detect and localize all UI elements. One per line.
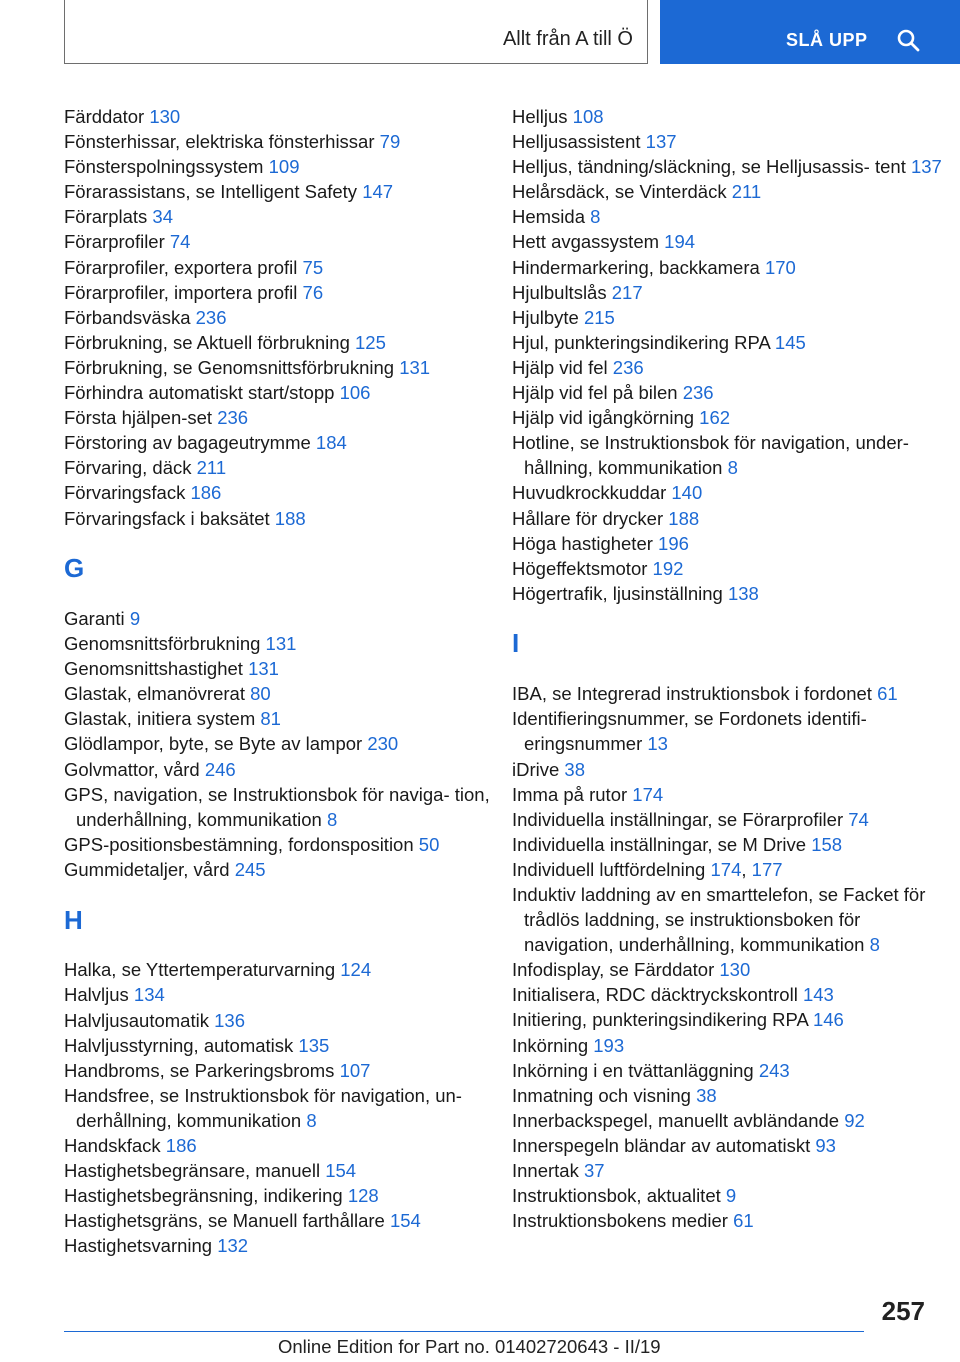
index-entry-text: Hjälp vid fel xyxy=(512,356,608,378)
page-link[interactable]: 132 xyxy=(217,1235,249,1257)
index-entry xyxy=(64,305,504,330)
page-link[interactable]: 154 xyxy=(389,1210,421,1232)
page-link[interactable]: 136 xyxy=(214,1009,245,1031)
page-link[interactable]: 130 xyxy=(719,959,751,981)
page-link[interactable]: 174 xyxy=(710,858,742,880)
index-entry xyxy=(512,681,952,706)
index-entry-text: Hastighetsbegränsare, manuell xyxy=(64,1160,321,1182)
index-entry xyxy=(512,807,952,832)
index-entry xyxy=(512,757,952,782)
page-link[interactable]: 131 xyxy=(248,658,279,680)
index-entry-text: Förhindra automatiskt start/stopp xyxy=(64,382,335,404)
index-entry xyxy=(64,681,504,706)
index-entry xyxy=(512,1183,952,1208)
page-link[interactable]: 147 xyxy=(362,181,394,203)
page-link[interactable]: 230 xyxy=(367,733,399,755)
index-entry-text: Hett avgassystem xyxy=(512,231,660,253)
index-entry xyxy=(512,782,952,807)
index-entry xyxy=(512,506,952,531)
search-button-label: SLÅ UPP xyxy=(786,30,868,50)
index-entry xyxy=(64,1008,504,1033)
page-link[interactable]: 125 xyxy=(355,331,386,353)
index-entry xyxy=(64,1208,504,1233)
index-entry-text: Handskfack xyxy=(64,1135,161,1157)
page-link[interactable]: 50 xyxy=(418,833,440,855)
index-entry-text: Halvljusstyrning, automatisk xyxy=(64,1034,294,1056)
index-entry-text: Innerbackspegel, manuellt avbländande xyxy=(512,1109,840,1131)
index-entry-text: Hjälp vid igångkörning xyxy=(512,407,695,429)
index-entry-text: Halka, se Yttertemperaturvarning xyxy=(64,959,336,981)
index-entry xyxy=(64,706,504,731)
index-entry xyxy=(64,229,504,254)
index-entry xyxy=(512,1007,952,1032)
index-entry-text: Inkörning i en tvättanläggning xyxy=(512,1059,754,1081)
page-link[interactable]: 188 xyxy=(668,507,700,529)
page-link[interactable]: 9 xyxy=(725,1185,737,1207)
index-entry-text: Genomsnittsförbrukning xyxy=(64,633,261,655)
index-entry-text: Hjulbyte xyxy=(512,306,579,328)
page-link[interactable]: 145 xyxy=(774,331,806,353)
page-link[interactable]: 38 xyxy=(564,758,585,780)
index-entry xyxy=(512,380,952,405)
index-entry-text: Fönsterspolningssystem xyxy=(64,156,264,178)
index-entry xyxy=(64,1133,504,1158)
page-link[interactable]: 246 xyxy=(204,758,236,780)
page-link[interactable]: 243 xyxy=(758,1059,790,1081)
index-column-left xyxy=(64,104,504,1259)
page-link[interactable]: 8 xyxy=(590,206,601,228)
index-entry-text: Förarplats xyxy=(64,206,148,228)
page-link[interactable]: 186 xyxy=(190,482,222,504)
index-entry-text: Förstoring av bagageutrymme xyxy=(64,432,311,454)
index-entry-text: Inkörning xyxy=(512,1034,589,1056)
header-title-box xyxy=(64,0,648,64)
index-entry-text: Förvaringsfack xyxy=(64,482,186,504)
index-entry xyxy=(512,154,952,179)
index-entry xyxy=(512,832,952,857)
page-link[interactable]: 192 xyxy=(652,557,684,579)
index-entry xyxy=(64,129,504,154)
page-link[interactable]: 8 xyxy=(869,934,880,956)
index-entry xyxy=(64,782,504,832)
index-entry-text: Initiering, punkteringsindikering RPA xyxy=(512,1009,808,1031)
index-entry xyxy=(512,531,952,556)
section-letter: G xyxy=(64,553,85,584)
page-link[interactable]: 194 xyxy=(664,231,696,253)
index-entry-text: Hastighetsbegränsning, indikering xyxy=(64,1185,343,1207)
index-entry xyxy=(512,229,952,254)
page-link[interactable]: 140 xyxy=(671,482,703,504)
index-entry xyxy=(64,731,504,756)
page-link[interactable]: 138 xyxy=(727,582,759,604)
index-entry-text: Helljus xyxy=(512,106,568,127)
index-entry-text: Hemsida xyxy=(512,206,585,228)
index-entry xyxy=(512,957,952,982)
page-link[interactable]: 137 xyxy=(645,131,677,153)
page-link[interactable]: 8 xyxy=(306,1109,317,1131)
index-entry xyxy=(512,129,952,154)
page-link[interactable]: 130 xyxy=(149,106,181,127)
index-entry: Individuell luftfördelning 174, 177 xyxy=(512,858,783,880)
index-entry xyxy=(512,330,952,355)
index-entry-text: Hjul, punkteringsindikering RPA xyxy=(512,331,770,353)
index-column-right xyxy=(512,104,952,1233)
index-entry xyxy=(512,1108,952,1133)
index-entry-text: Högertrafik, ljusinställning xyxy=(512,582,723,604)
index-entry-text: Förarprofiler, importera profil xyxy=(64,281,298,303)
index-entry xyxy=(512,1133,952,1158)
search-button[interactable] xyxy=(660,0,960,64)
page-link[interactable]: 131 xyxy=(399,356,431,378)
index-entry-text: Infodisplay, se Färddator xyxy=(512,959,715,981)
index-entry-text: Identifieringsnummer, se Fordonets identifi‐ eringsnummer xyxy=(512,708,867,755)
index-entry-text: Förarprofiler, exportera profil xyxy=(64,256,298,278)
page-link[interactable]: 131 xyxy=(265,633,297,655)
index-entry-text: Handbroms, se Parkeringsbroms xyxy=(64,1059,335,1081)
index-entry xyxy=(512,179,952,204)
index-entry-text: Helljus, tändning/släckning, se Helljusassis‐ tent xyxy=(512,156,906,178)
page-link[interactable]: 186 xyxy=(165,1135,197,1157)
index-entry xyxy=(64,204,504,229)
page-link[interactable]: 177 xyxy=(751,858,783,880)
page-link[interactable]: 154 xyxy=(325,1160,357,1182)
section-letter: H xyxy=(64,904,83,935)
page-link[interactable]: 135 xyxy=(298,1034,330,1056)
page-link[interactable]: 93 xyxy=(815,1134,836,1156)
page-link[interactable]: 211 xyxy=(196,457,227,479)
index-entry xyxy=(512,104,952,129)
search-icon xyxy=(896,28,920,52)
page-link[interactable]: 8 xyxy=(727,457,738,479)
index-entry-text: Förarprofiler xyxy=(64,231,165,253)
index-entry xyxy=(512,1158,952,1183)
index-entry-text: Garanti xyxy=(64,607,125,629)
index-entry-text: Helårsdäck, se Vinterdäck xyxy=(512,181,727,203)
section-letter: I xyxy=(512,628,520,659)
index-entry xyxy=(512,706,952,756)
index-entry xyxy=(512,1083,952,1108)
index-entry xyxy=(64,957,504,982)
page-link[interactable]: 107 xyxy=(339,1059,371,1081)
page-link[interactable]: 162 xyxy=(699,407,731,429)
index-entry xyxy=(64,832,504,857)
page-link[interactable]: 9 xyxy=(129,607,141,629)
index-entry-text: Genomsnittshastighet xyxy=(64,658,243,680)
index-entry-text: Inmatning och visning xyxy=(512,1084,691,1106)
index-entry-text: Individuella inställningar, se M Drive xyxy=(512,833,807,855)
index-entry-text: Högeffektsmotor xyxy=(512,557,648,579)
index-entry xyxy=(512,556,952,581)
index-entry xyxy=(64,280,504,305)
page-link[interactable]: 134 xyxy=(133,984,165,1006)
page-link[interactable]: 128 xyxy=(347,1185,379,1207)
index-entry xyxy=(64,430,504,455)
index-entry xyxy=(512,882,952,957)
page-link[interactable]: 34 xyxy=(152,206,173,228)
index-entry-text: Induktiv laddning av en smarttelefon, se Facket för trådlös laddning, se instruktionsboken för navigation, underhållning, kommunikation xyxy=(512,884,926,956)
page-link[interactable]: 109 xyxy=(268,156,300,178)
index-entry xyxy=(64,154,504,179)
index-entry-text: Instruktionsbok, aktualitet xyxy=(512,1185,721,1207)
page-link[interactable]: 37 xyxy=(584,1160,605,1182)
index-entry xyxy=(512,480,952,505)
index-entry-text: Gummidetaljer, vård xyxy=(64,858,230,880)
index-entry-text: Höga hastigheter xyxy=(512,532,653,554)
index-entry-text: Hållare för drycker xyxy=(512,507,664,529)
index-entry-text: Hindermarkering, backkamera xyxy=(512,256,760,278)
index-entry xyxy=(512,430,952,480)
index-entry xyxy=(64,1083,504,1133)
index-entry-text: Hjulbultslås xyxy=(512,281,607,303)
index-entry-text: Instruktionsbokens medier xyxy=(512,1210,728,1232)
page-link[interactable]: 80 xyxy=(250,683,271,705)
index-entry-text: Hastighetsgräns, se Manuell farthållare xyxy=(64,1210,385,1232)
page-link[interactable]: 79 xyxy=(379,131,401,153)
index-entry xyxy=(512,982,952,1007)
page-link[interactable]: 8 xyxy=(326,808,338,830)
index-entry xyxy=(512,204,952,229)
index-entry-text: Initialisera, RDC däcktryckskontroll xyxy=(512,984,798,1006)
page-link[interactable]: 236 xyxy=(217,407,249,429)
index-entry-text: Glastak, initiera system xyxy=(64,708,256,730)
index-entry-text: Färddator xyxy=(64,106,145,127)
page-link[interactable]: 217 xyxy=(611,281,643,303)
header-title: Allt från A till Ö xyxy=(502,28,633,50)
index-entry-text: Innertak xyxy=(512,1160,579,1182)
index-entry-text: Golvmattor, vård xyxy=(64,758,200,780)
index-entry xyxy=(64,255,504,280)
index-entry xyxy=(64,982,504,1007)
page-link[interactable]: 245 xyxy=(234,858,266,880)
page-link[interactable]: 170 xyxy=(764,256,796,278)
index-entry-text: Hastighetsvarning xyxy=(64,1235,213,1257)
page-link[interactable]: 211 xyxy=(731,181,762,203)
index-entry-text: Halvljusautomatik xyxy=(64,1009,209,1031)
index-entry xyxy=(64,1233,504,1258)
page-link[interactable]: 81 xyxy=(260,708,281,730)
index-entry-text: iDrive xyxy=(512,758,560,780)
index-entry xyxy=(64,857,504,882)
index-entry-text: Individuella inställningar, se Förarprofiler xyxy=(512,808,844,830)
index-entry-text: Förvaring, däck xyxy=(64,457,192,479)
page-link[interactable]: 236 xyxy=(682,382,714,404)
index-entry xyxy=(512,405,952,430)
index-entry xyxy=(64,656,504,681)
page-link[interactable]: 74 xyxy=(848,808,869,830)
index-entry xyxy=(64,1058,504,1083)
index-entry-text: Halvljus xyxy=(64,984,129,1006)
page-link[interactable]: 143 xyxy=(802,984,834,1006)
page-link[interactable]: 236 xyxy=(612,356,644,378)
index-entry-text: Imma på rutor xyxy=(512,783,628,805)
index-entry xyxy=(64,757,504,782)
index-entry xyxy=(64,104,504,129)
index-entry-text: Förbrukning, se Genomsnittsförbrukning xyxy=(64,356,395,378)
index-entry-text: Glastak, elmanövrerat xyxy=(64,683,245,705)
index-entry-text: Huvudkrockkuddar xyxy=(512,482,667,504)
page-link[interactable]: 158 xyxy=(811,833,843,855)
index-entry xyxy=(512,1058,952,1083)
index-entry xyxy=(64,455,504,480)
index-entry-text: Fönsterhissar, elektriska fönsterhissar xyxy=(64,131,375,153)
index-entry xyxy=(64,1033,504,1058)
index-entry-text: Hjälp vid fel på bilen xyxy=(512,382,678,404)
page-link[interactable]: 92 xyxy=(844,1109,865,1131)
page-link[interactable]: 146 xyxy=(812,1009,844,1031)
index-entry-text: GPS, navigation, se Instruktionsbok för naviga‐ tion, underhållning, kommunikation xyxy=(64,783,490,830)
index-entry-text: Helljusassistent xyxy=(512,131,641,153)
index-entry-text: Första hjälpen-set xyxy=(64,407,213,429)
page-link[interactable]: 184 xyxy=(315,432,347,454)
index-entry xyxy=(64,1183,504,1208)
index-entry xyxy=(512,305,952,330)
index-entry-text: Förarassistans, se Intelligent Safety xyxy=(64,181,358,203)
page-link[interactable]: 137 xyxy=(910,156,942,178)
page-link[interactable]: 193 xyxy=(593,1034,625,1056)
index-entry xyxy=(64,1158,504,1183)
index-entry xyxy=(512,1033,952,1058)
index-entry xyxy=(64,179,504,204)
index-entry xyxy=(512,255,952,280)
page-link[interactable]: 215 xyxy=(583,306,615,328)
index-entry-text: IBA, se Integrerad instruktionsbok i fordonet xyxy=(512,683,872,705)
index-entry xyxy=(512,280,952,305)
index-entry xyxy=(64,405,504,430)
page-link[interactable]: 108 xyxy=(572,106,604,127)
page-link[interactable]: 13 xyxy=(647,733,668,755)
page-link[interactable]: 76 xyxy=(302,281,324,303)
index-entry xyxy=(64,606,504,631)
page-link[interactable]: 188 xyxy=(274,507,306,529)
page-link[interactable]: 236 xyxy=(195,306,227,328)
index-entry xyxy=(64,355,504,380)
page-link[interactable]: 74 xyxy=(169,231,191,253)
index-entry xyxy=(64,380,504,405)
index-entry xyxy=(64,631,504,656)
page-link[interactable]: 75 xyxy=(302,256,324,278)
index-entry-text: Individuell luftfördelning xyxy=(512,858,706,880)
footer-divider xyxy=(64,1331,864,1332)
page-link[interactable]: 38 xyxy=(696,1084,717,1106)
index-entry-text: Förbandsväska xyxy=(64,306,191,328)
index-entry-text: Förvaringsfack i baksätet xyxy=(64,507,270,529)
index-entry xyxy=(64,480,504,505)
index-entry-text: Hotline, se Instruktionsbok för navigation, under‐ hållning, kommunikation xyxy=(512,432,909,479)
footer-edition-text: Online Edition for Part no. 01402720643 - II/19 xyxy=(278,1336,661,1357)
index-entry xyxy=(64,330,504,355)
index-entry xyxy=(512,581,952,606)
index-entry-text: Innerspegeln bländar av automatiskt xyxy=(512,1134,811,1156)
page-link[interactable]: 61 xyxy=(877,683,898,705)
index-entry xyxy=(512,355,952,380)
page-link[interactable]: 124 xyxy=(340,959,372,981)
index-entry-text: Glödlampor, byte, se Byte av lampor xyxy=(64,733,363,755)
index-entry-text: Förbrukning, se Aktuell förbrukning xyxy=(64,331,350,353)
index-entry-text: Handsfree, se Instruktionsbok för navigation, un‐ derhållning, kommunikation xyxy=(64,1084,462,1131)
page-number: 257 xyxy=(881,1296,925,1326)
page-link[interactable]: 61 xyxy=(733,1210,754,1232)
page-link[interactable]: 174 xyxy=(632,783,664,805)
index-entry xyxy=(64,506,504,531)
page-link[interactable]: 106 xyxy=(339,382,371,404)
page-link[interactable]: 196 xyxy=(658,532,689,554)
index-entry-text: GPS-positionsbestämning, fordonsposition xyxy=(64,833,414,855)
index-entry xyxy=(512,1208,952,1233)
